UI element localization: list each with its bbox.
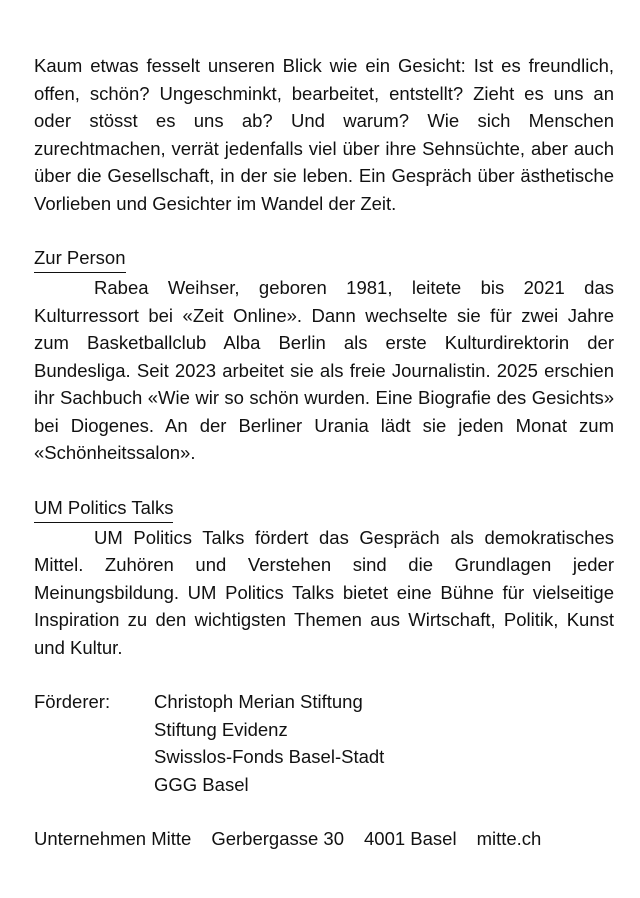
sponsors-block — [34, 688, 614, 798]
talks-paragraph: UM Politics Talks fördert das Gespräch als demokratisches Mittel. Zuhören und Verstehen sind die Grundlagen jeder Meinungsbildung. UM Politics Talks bietet eine Bühne für vielseitige Inspiration zu den wichtigsten Themen aus Wirtschaft, Politik, Kunst und Kultur. — [34, 526, 614, 658]
sponsor-item: Swisslos-Fonds Basel-Stadt — [154, 746, 385, 767]
sponsor-item: GGG Basel — [154, 773, 249, 795]
person-paragraph: Rabea Weihser, geboren 1981, leitete bis 2021 das Kulturressort bei «Zeit Online». Dann wechselte sie für zwei Jahre zum Basketballclub Alba Berlin als erste Kulturdirektorin der Bundesliga. Seit 2023 arbeitet sie als freie Journalistin. 2025 erschien ihr Sachbuch «Wie wir so schön wurden. Eine Biografie des Gesichts» bei Diogenes. An der Berliner Urania lädt sie jeden Monat zum «Schönheitssalon». — [34, 277, 614, 463]
talks-heading: UM Politics Talks — [34, 496, 173, 523]
person-heading: Zur Person — [34, 246, 126, 273]
sponsor-item: Stiftung Evidenz — [154, 718, 288, 740]
footer-address — [34, 825, 614, 853]
footer-street: Gerbergasse 30 — [211, 828, 344, 849]
footer-city: 4001 Basel — [364, 828, 457, 849]
footer-venue: Unternehmen Mitte — [34, 828, 192, 849]
sponsors-label: Förderer: — [34, 691, 111, 712]
footer-website: mitte.ch — [476, 828, 542, 849]
intro-paragraph: Kaum etwas fesselt unseren Blick wie ein Gesicht: Ist es freundlich, offen, schön? Ungeschminkt, bearbeitet, entstellt? Zieht es uns an oder stösst es uns ab? Und warum? Wie sich Menschen zurechtmachen, verrät jedenfalls viel über ihre Sehnsüchte, aber auch über die Gesellschaft, in der sie leben. Ein Gespräch über ästhetische Vorlieben und Gesichter im Wandel der Zeit. — [34, 55, 614, 214]
document-page — [34, 52, 614, 853]
person-section — [34, 244, 614, 467]
sponsors-list — [154, 688, 384, 798]
sponsor-item: Christoph Merian Stiftung — [154, 691, 363, 712]
talks-section — [34, 494, 614, 662]
